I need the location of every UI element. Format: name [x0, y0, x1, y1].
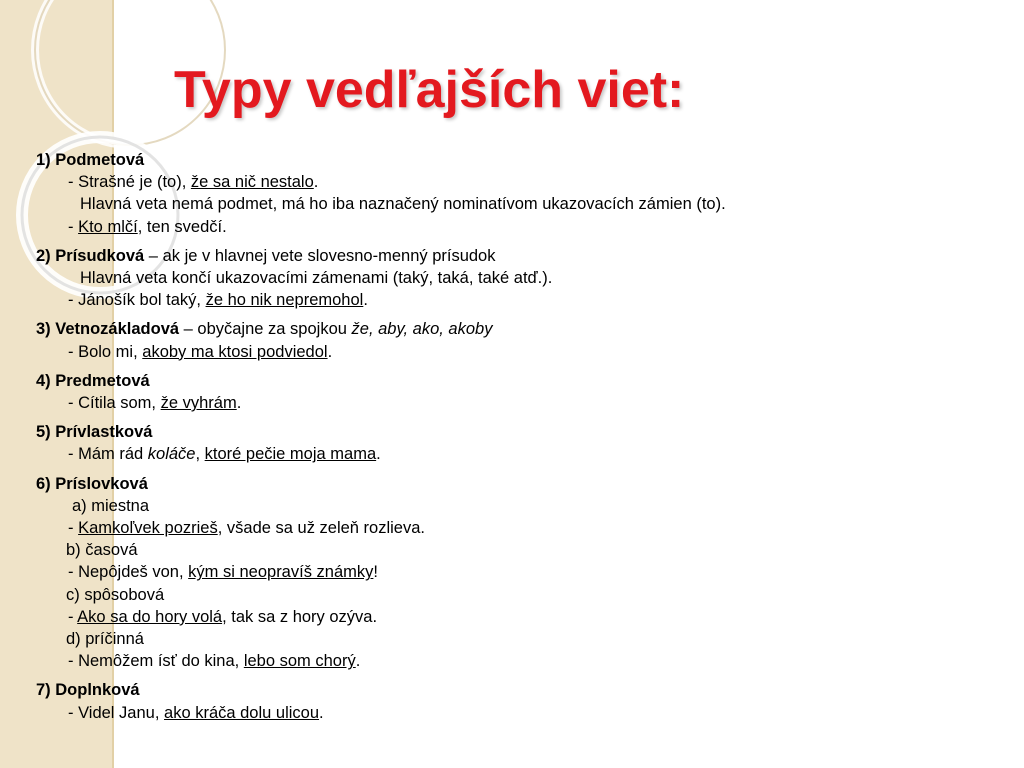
section-heading: 7) Doplnková	[36, 681, 140, 700]
section-description: – ak je v hlavnej vete slovesno-menný prísudok	[144, 246, 496, 265]
section-heading: 1) Podmetová	[36, 151, 145, 169]
example-line: - Mám rád koláče, ktoré pečie moja mama.	[68, 445, 381, 464]
example-line: - Strašné je (to), že sa nič nestalo.	[68, 173, 319, 192]
example-line: - Bolo mi, akoby ma ktosi podviedol.	[68, 342, 333, 361]
subtype-label: b) časová	[66, 541, 138, 560]
section-2	[36, 245, 996, 312]
example-line: - Videl Janu, ako kráča dolu ulicou.	[68, 703, 324, 722]
note-line: Hlavná veta nemá podmet, má ho iba naznačený nominatívom ukazovacích zámien (to).	[80, 195, 726, 214]
section-1	[36, 149, 996, 238]
example-line: - Nepôjdeš von, kým si neopravíš známky!	[68, 563, 378, 582]
slide-title: Typy vedľajších viet:	[174, 61, 685, 119]
section-heading: 5) Prívlastková	[36, 423, 153, 442]
section-heading: 6) Príslovková	[36, 474, 148, 493]
subtype-label: d) príčinná	[66, 630, 144, 649]
section-heading: 2) Prísudková	[36, 246, 145, 265]
section-heading: 4) Predmetová	[36, 371, 150, 390]
example-line: - Cítila som, že vyhrám.	[68, 394, 242, 413]
slide-content	[36, 149, 996, 731]
section-3: 3) Vetnozákladová – obyčajne za spojkou že, aby, ako, akoby - Bolo mi, akoby ma ktosi podviedol.	[36, 318, 996, 362]
note-line: Hlavná veta končí ukazovacími zámenami (taký, taká, také atď.).	[80, 269, 553, 288]
example-line: - Jánošík bol taký, že ho nik nepremohol.	[68, 291, 368, 310]
example-line: - Ako sa do hory volá, tak sa z hory ozýva.	[68, 607, 378, 626]
example-line: - Nemôžem ísť do kina, lebo som chorý.	[68, 652, 361, 671]
section-5	[36, 421, 996, 465]
section-heading: 3) Vetnozákladová	[36, 320, 180, 339]
example-line: - Kamkoľvek pozrieš, všade sa už zeleň rozlieva.	[68, 519, 425, 538]
section-7	[36, 679, 996, 723]
section-4	[36, 370, 996, 414]
example-line: - Kto mlčí, ten svedčí.	[68, 217, 227, 236]
section-6	[36, 473, 996, 673]
subtype-label: a) miestna	[72, 496, 150, 515]
section-description: – obyčajne za spojkou	[179, 320, 352, 339]
subtype-label: c) spôsobová	[66, 585, 165, 604]
